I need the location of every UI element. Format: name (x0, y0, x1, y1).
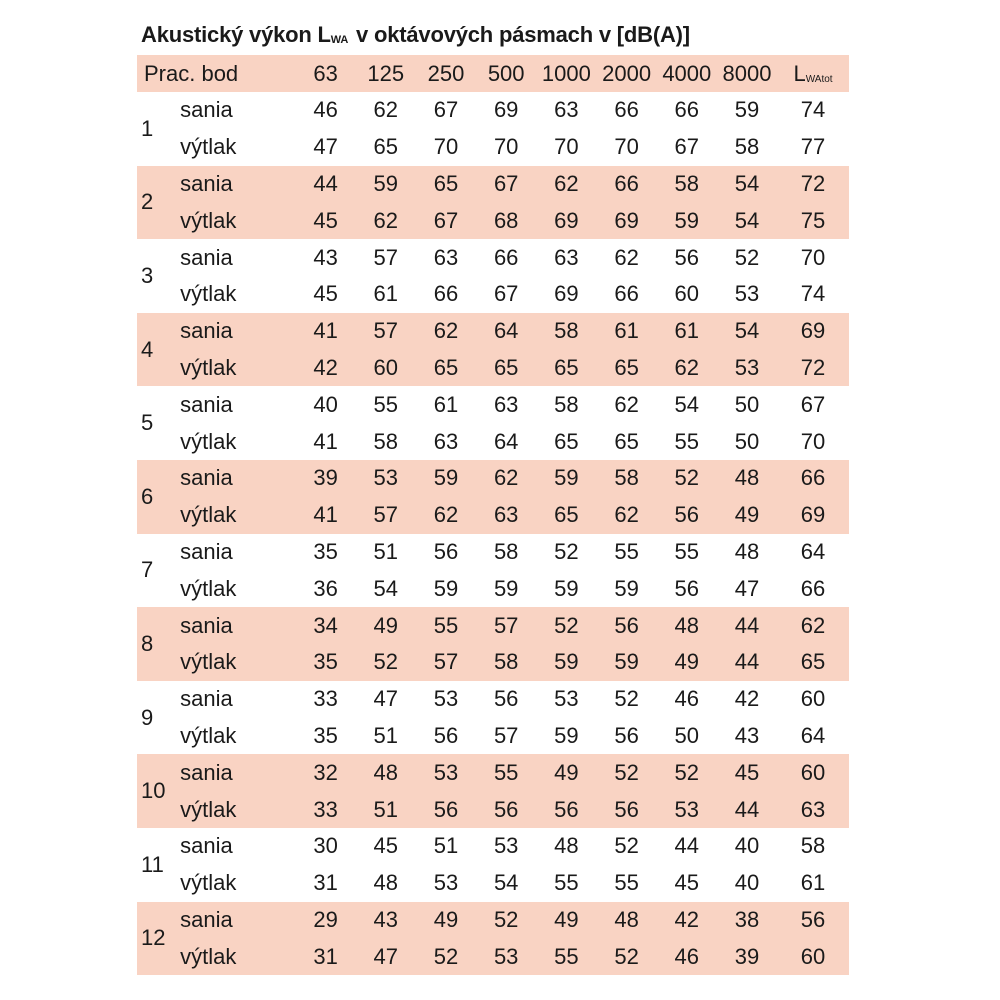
band-value: 49 (734, 502, 760, 528)
band-value: 43 (734, 722, 760, 748)
header-band: 1000 (541, 60, 591, 86)
total-value: 65 (800, 649, 826, 675)
operating-point: 9 (141, 704, 154, 730)
vytlak-label: výtlak (180, 649, 237, 675)
table-row (137, 497, 849, 534)
header-band: 250 (427, 60, 465, 86)
band-value: 44 (734, 796, 760, 822)
band-value: 70 (554, 134, 579, 160)
band-value: 46 (674, 686, 700, 712)
band-value: 59 (554, 649, 579, 675)
band-value: 56 (554, 796, 579, 822)
band-value: 62 (373, 97, 399, 123)
total-value: 60 (800, 943, 826, 969)
band-value: 53 (493, 833, 519, 859)
band-value: 70 (493, 134, 519, 160)
band-value: 65 (554, 354, 579, 380)
band-value: 53 (373, 465, 399, 491)
band-value: 54 (734, 318, 760, 344)
operating-point: 1 (141, 115, 154, 141)
band-value: 56 (614, 796, 639, 822)
band-value: 43 (373, 906, 399, 932)
band-value: 62 (373, 207, 399, 233)
vytlak-label: výtlak (180, 281, 237, 307)
band-value: 53 (674, 796, 700, 822)
band-value: 57 (373, 244, 399, 270)
vytlak-label: výtlak (180, 354, 237, 380)
band-value: 29 (313, 906, 338, 932)
band-value: 35 (313, 649, 338, 675)
band-value: 42 (674, 906, 700, 932)
band-value: 57 (493, 612, 519, 638)
band-value: 52 (734, 244, 760, 270)
band-value: 61 (433, 391, 459, 417)
band-value: 53 (734, 354, 760, 380)
band-value: 60 (674, 281, 700, 307)
sania-label: sania (180, 97, 233, 123)
band-value: 51 (373, 538, 399, 564)
band-value: 44 (734, 649, 760, 675)
vytlak-label: výtlak (180, 134, 237, 160)
table-row (137, 423, 849, 460)
band-value: 51 (373, 722, 399, 748)
band-value: 54 (674, 391, 700, 417)
sania-label: sania (180, 906, 233, 932)
table-row (137, 350, 849, 387)
band-value: 56 (433, 538, 459, 564)
band-value: 59 (433, 575, 459, 601)
table-row (137, 865, 849, 902)
sania-label: sania (180, 833, 233, 859)
band-value: 59 (373, 170, 399, 196)
band-value: 52 (373, 649, 399, 675)
header-band: 2000 (602, 60, 652, 86)
band-value: 52 (433, 943, 459, 969)
table-row (137, 534, 849, 571)
band-value: 38 (734, 906, 760, 932)
band-value: 50 (734, 428, 760, 454)
band-value: 47 (313, 134, 338, 160)
band-value: 40 (734, 870, 760, 896)
band-value: 58 (674, 170, 700, 196)
band-value: 34 (313, 612, 338, 638)
operating-point: 5 (141, 410, 154, 436)
band-value: 55 (614, 870, 639, 896)
band-value: 67 (433, 207, 459, 233)
band-value: 39 (313, 465, 338, 491)
band-value: 56 (493, 796, 519, 822)
band-value: 48 (734, 538, 760, 564)
vytlak-label: výtlak (180, 502, 237, 528)
table-row (137, 754, 849, 791)
band-value: 56 (674, 575, 700, 601)
band-value: 52 (493, 906, 519, 932)
band-value: 49 (554, 906, 579, 932)
total-value: 62 (800, 612, 826, 638)
band-value: 59 (554, 575, 579, 601)
band-value: 56 (674, 244, 700, 270)
band-value: 48 (614, 906, 639, 932)
vytlak-label: výtlak (180, 943, 237, 969)
band-value: 67 (493, 281, 519, 307)
band-value: 66 (614, 97, 639, 123)
header-point-label: Prac. bod (144, 60, 239, 86)
band-value: 53 (433, 759, 459, 785)
header-band: 8000 (722, 60, 772, 86)
band-value: 41 (313, 428, 338, 454)
band-value: 58 (554, 318, 579, 344)
band-value: 66 (674, 97, 700, 123)
sania-label: sania (180, 391, 233, 417)
vytlak-label: výtlak (180, 722, 237, 748)
total-value: 75 (800, 207, 826, 233)
band-value: 62 (554, 170, 579, 196)
sania-label: sania (180, 465, 233, 491)
band-value: 54 (373, 575, 399, 601)
band-value: 51 (433, 833, 459, 859)
band-value: 30 (313, 833, 338, 859)
band-value: 42 (734, 686, 760, 712)
band-value: 65 (433, 170, 459, 196)
band-value: 48 (554, 833, 579, 859)
total-value: 56 (800, 906, 826, 932)
band-value: 65 (554, 502, 579, 528)
band-value: 50 (674, 722, 700, 748)
band-value: 59 (614, 575, 639, 601)
band-value: 63 (433, 428, 459, 454)
band-value: 59 (554, 465, 579, 491)
band-value: 66 (493, 244, 519, 270)
band-value: 51 (373, 796, 399, 822)
band-value: 69 (493, 97, 519, 123)
band-value: 43 (313, 244, 338, 270)
band-value: 33 (313, 686, 338, 712)
operating-point: 10 (141, 778, 166, 804)
band-value: 69 (554, 207, 579, 233)
band-value: 58 (554, 391, 579, 417)
band-value: 57 (493, 722, 519, 748)
band-value: 45 (313, 207, 338, 233)
band-value: 46 (674, 943, 700, 969)
band-value: 45 (373, 833, 399, 859)
total-value: 72 (800, 354, 826, 380)
total-value: 70 (800, 428, 826, 454)
band-value: 56 (493, 686, 519, 712)
band-value: 61 (614, 318, 639, 344)
operating-point: 6 (141, 483, 154, 509)
band-value: 59 (674, 207, 700, 233)
band-value: 58 (373, 428, 399, 454)
operating-point: 4 (141, 336, 154, 362)
table-row (137, 276, 849, 313)
operating-point: 11 (141, 851, 164, 877)
band-value: 40 (313, 391, 338, 417)
total-value: 69 (800, 318, 826, 344)
band-value: 63 (493, 502, 519, 528)
band-value: 54 (734, 207, 760, 233)
header-band: 63 (313, 60, 338, 86)
band-value: 61 (674, 318, 700, 344)
band-value: 62 (614, 391, 639, 417)
table-row (137, 681, 849, 718)
band-value: 56 (614, 612, 639, 638)
sania-label: sania (180, 318, 233, 344)
band-value: 35 (313, 722, 338, 748)
band-value: 44 (313, 170, 338, 196)
vytlak-label: výtlak (180, 207, 237, 233)
band-value: 45 (313, 281, 338, 307)
band-value: 49 (674, 649, 700, 675)
band-value: 48 (373, 870, 399, 896)
band-value: 44 (734, 612, 760, 638)
sania-label: sania (180, 538, 233, 564)
band-value: 62 (614, 502, 639, 528)
band-value: 45 (734, 759, 760, 785)
sania-label: sania (180, 759, 233, 785)
band-value: 65 (614, 428, 639, 454)
table-row (137, 718, 849, 755)
band-value: 52 (554, 612, 579, 638)
band-value: 67 (433, 97, 459, 123)
total-value: 74 (800, 97, 826, 123)
band-value: 52 (614, 833, 639, 859)
total-value: 74 (800, 281, 826, 307)
operating-point: 2 (141, 189, 154, 215)
band-value: 57 (373, 502, 399, 528)
band-value: 48 (674, 612, 700, 638)
band-value: 63 (554, 97, 579, 123)
sania-label: sania (180, 244, 233, 270)
band-value: 54 (493, 870, 519, 896)
band-value: 68 (493, 207, 519, 233)
band-value: 67 (674, 134, 700, 160)
band-value: 65 (554, 428, 579, 454)
band-value: 66 (614, 281, 639, 307)
band-value: 67 (493, 170, 519, 196)
band-value: 52 (614, 686, 639, 712)
table-title: Akustický výkon $L_{WA}$ v oktávových pásmach v [dB(A)] (141, 22, 690, 47)
band-value: 39 (734, 943, 760, 969)
band-value: 59 (614, 649, 639, 675)
operating-point: 7 (141, 557, 154, 583)
table-row (137, 166, 849, 203)
table-row (137, 129, 849, 166)
total-value: 69 (800, 502, 826, 528)
band-value: 59 (433, 465, 459, 491)
vytlak-label: výtlak (180, 796, 237, 822)
total-value: 72 (800, 170, 826, 196)
band-value: 55 (433, 612, 459, 638)
band-value: 64 (493, 318, 519, 344)
band-value: 70 (433, 134, 459, 160)
band-value: 58 (493, 538, 519, 564)
band-value: 70 (614, 134, 639, 160)
table-row (137, 607, 849, 644)
total-value: 64 (800, 722, 826, 748)
band-value: 52 (614, 943, 639, 969)
band-value: 53 (734, 281, 760, 307)
band-value: 52 (554, 538, 579, 564)
band-value: 50 (734, 391, 760, 417)
table-row (137, 828, 849, 865)
header-band: 4000 (662, 60, 712, 86)
table-row (137, 791, 849, 828)
band-value: 49 (554, 759, 579, 785)
band-value: 52 (674, 759, 700, 785)
band-value: 47 (734, 575, 760, 601)
band-value: 65 (614, 354, 639, 380)
table-row (137, 92, 849, 129)
band-value: 52 (614, 759, 639, 785)
sania-label: sania (180, 612, 233, 638)
table-row (137, 902, 849, 939)
band-value: 66 (433, 281, 459, 307)
band-value: 58 (493, 649, 519, 675)
band-value: 31 (313, 870, 338, 896)
band-value: 53 (493, 943, 519, 969)
band-value: 62 (674, 354, 700, 380)
band-value: 48 (734, 465, 760, 491)
band-value: 62 (493, 465, 519, 491)
band-value: 58 (614, 465, 639, 491)
band-value: 63 (433, 244, 459, 270)
band-value: 41 (313, 318, 338, 344)
band-value: 62 (433, 502, 459, 528)
table-row (137, 644, 849, 681)
band-value: 55 (674, 428, 700, 454)
band-value: 65 (433, 354, 459, 380)
band-value: 56 (433, 796, 459, 822)
band-value: 65 (373, 134, 399, 160)
band-value: 53 (433, 870, 459, 896)
band-value: 62 (614, 244, 639, 270)
band-value: 56 (433, 722, 459, 748)
band-value: 47 (373, 686, 399, 712)
band-value: 57 (433, 649, 459, 675)
total-value: 58 (800, 833, 826, 859)
band-value: 56 (614, 722, 639, 748)
table-row (137, 460, 849, 497)
band-value: 69 (614, 207, 639, 233)
band-value: 55 (373, 391, 399, 417)
total-value: 64 (800, 538, 826, 564)
band-value: 48 (373, 759, 399, 785)
total-value: 66 (800, 465, 826, 491)
vytlak-label: výtlak (180, 575, 237, 601)
band-value: 42 (313, 354, 338, 380)
band-value: 35 (313, 538, 338, 564)
band-value: 69 (554, 281, 579, 307)
band-value: 55 (614, 538, 639, 564)
operating-point: 8 (141, 630, 154, 656)
table-row (137, 239, 849, 276)
band-value: 55 (554, 943, 579, 969)
header-band: 125 (367, 60, 405, 86)
table-row (137, 570, 849, 607)
band-value: 57 (373, 318, 399, 344)
band-value: 63 (554, 244, 579, 270)
band-value: 62 (433, 318, 459, 344)
total-value: 60 (800, 759, 826, 785)
table-row (137, 313, 849, 350)
operating-point: 3 (141, 262, 154, 288)
header-row (137, 55, 849, 92)
table-row (137, 386, 849, 423)
band-value: 58 (734, 134, 760, 160)
band-value: 47 (373, 943, 399, 969)
band-value: 31 (313, 943, 338, 969)
band-value: 45 (674, 870, 700, 896)
band-value: 44 (674, 833, 700, 859)
band-value: 63 (493, 391, 519, 417)
band-value: 41 (313, 502, 338, 528)
total-value: 63 (800, 796, 826, 822)
band-value: 64 (493, 428, 519, 454)
sania-label: sania (180, 686, 233, 712)
vytlak-label: výtlak (180, 870, 237, 896)
band-value: 59 (493, 575, 519, 601)
acoustic-power-table (137, 55, 849, 975)
band-value: 59 (734, 97, 760, 123)
table-row (137, 938, 849, 975)
header-total: $L_{WAtot}$ (793, 60, 833, 86)
band-value: 36 (313, 575, 338, 601)
band-value: 32 (313, 759, 338, 785)
band-value: 55 (493, 759, 519, 785)
header-band: 500 (487, 60, 525, 86)
total-value: 67 (800, 391, 826, 417)
band-value: 49 (433, 906, 459, 932)
total-value: 60 (800, 686, 826, 712)
vytlak-label: výtlak (180, 428, 237, 454)
band-value: 53 (433, 686, 459, 712)
band-value: 56 (674, 502, 700, 528)
band-value: 33 (313, 796, 338, 822)
total-value: 70 (800, 244, 826, 270)
band-value: 49 (373, 612, 399, 638)
band-value: 46 (313, 97, 338, 123)
band-value: 55 (554, 870, 579, 896)
band-value: 55 (674, 538, 700, 564)
table-row (137, 202, 849, 239)
band-value: 59 (554, 722, 579, 748)
band-value: 60 (373, 354, 399, 380)
total-value: 66 (800, 575, 826, 601)
total-value: 61 (800, 870, 826, 896)
total-value: 77 (800, 134, 826, 160)
band-value: 53 (554, 686, 579, 712)
operating-point: 12 (141, 925, 166, 951)
band-value: 52 (674, 465, 700, 491)
band-value: 66 (614, 170, 639, 196)
band-value: 40 (734, 833, 760, 859)
band-value: 61 (373, 281, 399, 307)
sania-label: sania (180, 170, 233, 196)
band-value: 65 (493, 354, 519, 380)
band-value: 54 (734, 170, 760, 196)
